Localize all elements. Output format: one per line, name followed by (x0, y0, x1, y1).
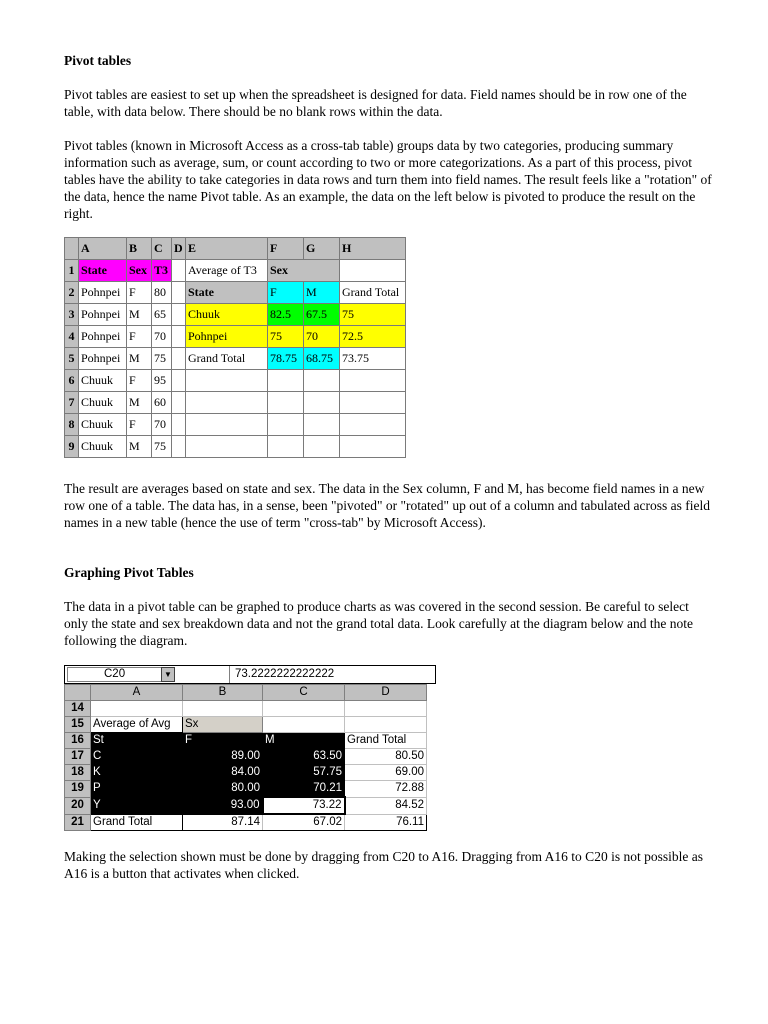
cell-d14[interactable] (345, 701, 427, 717)
select-all-corner[interactable] (65, 685, 91, 701)
cell-f1: Sex (268, 260, 340, 282)
table-row (65, 282, 406, 304)
column-header-row (65, 238, 406, 260)
table-row (65, 814, 427, 831)
cell-a15-pivot-label[interactable]: Average of Avg (91, 717, 183, 733)
col-header-c[interactable]: C (263, 685, 345, 701)
cell-d5 (172, 348, 186, 370)
col-header-b: B (127, 238, 152, 260)
paragraph-cross-tab: Pivot tables (known in Microsoft Access as a cross-tab table) groups data by two categories, producing summary information such as average, sum, or count according to two or more categorizations. As a part of this process, pivot tables have the ability to take categories in data rows and turn them into field names. The result feels like a "rotation" of the data, hence the name Pivot table. As an example, the data on the left below is pivoted to produce the result on the right. (64, 138, 712, 221)
cell-c14[interactable] (263, 701, 345, 717)
cell-d8 (172, 414, 186, 436)
cell-g2: M (304, 282, 340, 304)
cell-c7: 60 (152, 392, 172, 414)
cell-c16[interactable]: M (263, 733, 345, 749)
col-header-d[interactable]: D (345, 685, 427, 701)
cell-f5: 78.75 (268, 348, 304, 370)
row-number: 5 (65, 348, 79, 370)
corner-cell (65, 238, 79, 260)
name-box[interactable]: C20 (67, 667, 175, 682)
cell-b8: F (127, 414, 152, 436)
cell-d18[interactable]: 69.00 (345, 765, 427, 781)
cell-h6 (340, 370, 406, 392)
cell-d6 (172, 370, 186, 392)
formula-bar (64, 665, 436, 684)
cell-c21[interactable]: 67.02 (263, 814, 345, 831)
cell-b4: F (127, 326, 152, 348)
cell-e9 (186, 436, 268, 458)
cell-c8: 70 (152, 414, 172, 436)
cell-c4: 70 (152, 326, 172, 348)
cell-a9: Chuuk (79, 436, 127, 458)
col-header-g: G (304, 238, 340, 260)
cell-c15[interactable] (263, 717, 345, 733)
cell-a8: Chuuk (79, 414, 127, 436)
cell-g3: 67.5 (304, 304, 340, 326)
paragraph-result: The result are averages based on state and sex. The data in the Sex column, F and M, has become field names in a new row one of a table. The data has, in a sense, been "pivoted" or "rotated" up out of a column and tabulated across as field names in a new table (hence the use of term "cross-tab" by Microsoft Access). (64, 481, 710, 530)
cell-g7 (304, 392, 340, 414)
col-header-c: C (152, 238, 172, 260)
cell-h8 (340, 414, 406, 436)
cell-a2: Pohnpei (79, 282, 127, 304)
cell-f2: F (268, 282, 304, 304)
cell-c19[interactable]: 70.21 (263, 781, 345, 798)
table-row (65, 765, 427, 781)
cell-a14[interactable] (91, 701, 183, 717)
row-header[interactable]: 16 (65, 733, 91, 749)
spreadsheet-grid (64, 684, 427, 831)
cell-e2: State (186, 282, 268, 304)
cell-g6 (304, 370, 340, 392)
cell-e8 (186, 414, 268, 436)
cell-c1: T3 (152, 260, 172, 282)
heading-pivot-tables: Pivot tables (64, 53, 132, 68)
row-header[interactable]: 19 (65, 781, 91, 798)
row-number: 8 (65, 414, 79, 436)
cell-d15[interactable] (345, 717, 427, 733)
cell-b17[interactable]: 89.00 (183, 749, 263, 765)
cell-h7 (340, 392, 406, 414)
row-number: 6 (65, 370, 79, 392)
table-row (65, 370, 406, 392)
cell-c5: 75 (152, 348, 172, 370)
cell-d4 (172, 326, 186, 348)
formula-input[interactable]: 73.2222222222222 (235, 668, 335, 680)
cell-b3: M (127, 304, 152, 326)
cell-c6: 95 (152, 370, 172, 392)
paragraph-graphing: The data in a pivot table can be graphed to produce charts as was covered in the second session. Be careful to select only the state and sex breakdown data and not the grand total data. Look carefully at the diagram below and the note following the diagram. (64, 599, 694, 648)
cell-g9 (304, 436, 340, 458)
cell-a7: Chuuk (79, 392, 127, 414)
cell-b5: M (127, 348, 152, 370)
row-number: 1 (65, 260, 79, 282)
cell-b14[interactable] (183, 701, 263, 717)
row-header[interactable]: 21 (65, 814, 91, 831)
cell-d1 (172, 260, 186, 282)
row-number: 9 (65, 436, 79, 458)
cell-a21[interactable]: Grand Total (91, 814, 183, 831)
cell-d16[interactable]: Grand Total (345, 733, 427, 749)
col-header-a[interactable]: A (91, 685, 183, 701)
cell-h3: 75 (340, 304, 406, 326)
cell-b6: F (127, 370, 152, 392)
cell-h4: 72.5 (340, 326, 406, 348)
cell-c20-active[interactable]: 73.22 (263, 797, 345, 814)
paragraph-selection-note: Making the selection shown must be done by dragging from C20 to A16. Dragging from A16 to C20 is not possible as A16 is a button that activates when clicked. (64, 849, 703, 881)
row-header[interactable]: 15 (65, 717, 91, 733)
cell-h9 (340, 436, 406, 458)
cell-g4: 70 (304, 326, 340, 348)
cell-h1 (340, 260, 406, 282)
cell-d9 (172, 436, 186, 458)
row-header[interactable]: 20 (65, 797, 91, 814)
cell-a1: State (79, 260, 127, 282)
paragraph-intro: Pivot tables are easiest to set up when the spreadsheet is designed for data. Field names should be in row one of the table, with data below. There should be no blank rows within the data. (64, 87, 687, 119)
cell-c9: 75 (152, 436, 172, 458)
cell-f9 (268, 436, 304, 458)
cell-a17[interactable]: C (91, 749, 183, 765)
table-row (65, 701, 427, 717)
cell-a18[interactable]: K (91, 765, 183, 781)
excel-pivot-screenshot (64, 665, 436, 830)
cell-b7: M (127, 392, 152, 414)
cell-f7 (268, 392, 304, 414)
row-header[interactable]: 14 (65, 701, 91, 717)
col-header-e: E (186, 238, 268, 260)
cell-d19[interactable]: 72.88 (345, 781, 427, 798)
col-header-a: A (79, 238, 127, 260)
cell-e6 (186, 370, 268, 392)
cell-e7 (186, 392, 268, 414)
table-row (65, 781, 427, 798)
cell-f8 (268, 414, 304, 436)
row-number: 7 (65, 392, 79, 414)
cell-a6: Chuuk (79, 370, 127, 392)
col-header-f: F (268, 238, 304, 260)
cell-b19[interactable]: 80.00 (183, 781, 263, 798)
cell-b2: F (127, 282, 152, 304)
row-number: 2 (65, 282, 79, 304)
cell-f4: 75 (268, 326, 304, 348)
table-row (65, 733, 427, 749)
cell-g5: 68.75 (304, 348, 340, 370)
table-row (65, 348, 406, 370)
pivot-field-button-st[interactable]: St (91, 733, 183, 749)
table-row (65, 414, 406, 436)
cell-c17[interactable]: 63.50 (263, 749, 345, 765)
table-row (65, 717, 427, 733)
cell-g8 (304, 414, 340, 436)
cell-e3: Chuuk (186, 304, 268, 326)
col-header-b[interactable]: B (183, 685, 263, 701)
cell-b20[interactable]: 93.00 (183, 797, 263, 814)
cell-c3: 65 (152, 304, 172, 326)
cell-d3 (172, 304, 186, 326)
table-row (65, 436, 406, 458)
cell-a3: Pohnpei (79, 304, 127, 326)
row-number: 3 (65, 304, 79, 326)
table-row (65, 326, 406, 348)
cell-c18[interactable]: 57.75 (263, 765, 345, 781)
table-row (65, 260, 406, 282)
cell-a19[interactable]: P (91, 781, 183, 798)
cell-b1: Sex (127, 260, 152, 282)
cell-f6 (268, 370, 304, 392)
cell-c2: 80 (152, 282, 172, 304)
pivot-example-table (64, 237, 406, 458)
cell-e4: Pohnpei (186, 326, 268, 348)
formula-separator (229, 666, 230, 683)
row-number: 4 (65, 326, 79, 348)
cell-e5: Grand Total (186, 348, 268, 370)
cell-b16[interactable]: F (183, 733, 263, 749)
heading-graphing-pivot-tables: Graphing Pivot Tables (64, 565, 194, 580)
table-row (65, 304, 406, 326)
cell-a4: Pohnpei (79, 326, 127, 348)
cell-a5: Pohnpei (79, 348, 127, 370)
row-header[interactable]: 17 (65, 749, 91, 765)
cell-h2: Grand Total (340, 282, 406, 304)
cell-b21[interactable]: 87.14 (183, 814, 263, 831)
column-header-row (65, 685, 427, 701)
col-header-h: H (340, 238, 406, 260)
cell-d21[interactable]: 76.11 (345, 814, 427, 831)
col-header-d: D (172, 238, 186, 260)
cell-d2 (172, 282, 186, 304)
row-header[interactable]: 18 (65, 765, 91, 781)
cell-e1: Average of T3 (186, 260, 268, 282)
cell-d20[interactable]: 84.52 (345, 797, 427, 814)
cell-d17[interactable]: 80.50 (345, 749, 427, 765)
cell-h5: 73.75 (340, 348, 406, 370)
cell-f3: 82.5 (268, 304, 304, 326)
table-row (65, 797, 427, 814)
chevron-down-icon[interactable]: ▼ (161, 667, 175, 682)
cell-d7 (172, 392, 186, 414)
table-row (65, 392, 406, 414)
cell-b9: M (127, 436, 152, 458)
pivot-field-button-sx[interactable]: Sx (183, 717, 263, 733)
cell-b18[interactable]: 84.00 (183, 765, 263, 781)
cell-a20[interactable]: Y (91, 797, 183, 814)
table-row (65, 749, 427, 765)
